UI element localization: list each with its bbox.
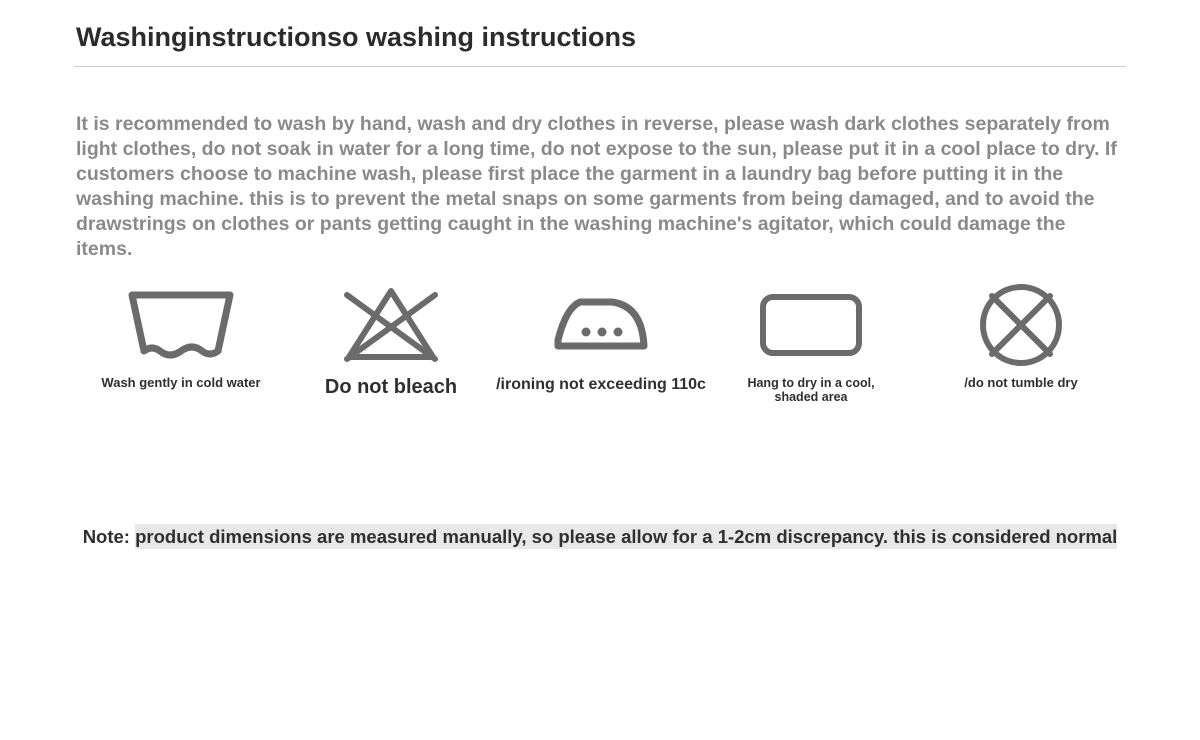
note-row: [0, 518, 1200, 556]
note-highlight: product dimensions are measured manually, so please allow for a 1-2cm discrepancy. this is considered normal: [135, 526, 1118, 547]
care-symbol-wash: [76, 280, 286, 391]
care-symbol-caption: Wash gently in cold water: [101, 375, 261, 390]
care-symbol-bleach: [286, 280, 496, 399]
care-symbol-tumble-dry: [916, 280, 1126, 391]
do-not-tumble-dry-icon: [978, 280, 1064, 370]
care-symbols-row: [76, 280, 1126, 405]
care-symbol-iron: [496, 280, 706, 394]
care-symbol-hang-dry: [706, 280, 916, 405]
care-symbol-caption: Do not bleach: [324, 376, 458, 398]
care-symbol-caption: /do not tumble dry: [964, 375, 1078, 390]
page-title: Washinginstructionso washing instructions: [76, 22, 637, 52]
title-divider: [74, 66, 1126, 67]
hand-wash-icon: [122, 280, 240, 370]
care-symbol-caption: Hang to dry in a cool, shaded area: [747, 376, 875, 405]
do-not-bleach-icon: [341, 280, 441, 370]
note-text: [83, 518, 1118, 556]
care-symbol-caption: /ironing not exceeding 110c: [496, 376, 706, 393]
note-prefix: Note:: [82, 526, 136, 547]
care-instructions-paragraph: It is recommended to wash by hand, wash and dry clothes in reverse, please wash dark clothes separately from light clothes, do not soak in water for a long time, do not expose to the sun, please put it in a cool place to dry. If customers choose to machine wash, please first place the garment in a laundry bag before putting it in the washing machine. this is to prevent the metal snaps on some garments from being damaged, and to avoid the drawstrings on clothes or pants getting caught in the washing machine's agitator, which could damage the items.: [76, 113, 1117, 260]
iron-icon: [546, 280, 656, 370]
hang-dry-icon: [757, 280, 865, 370]
